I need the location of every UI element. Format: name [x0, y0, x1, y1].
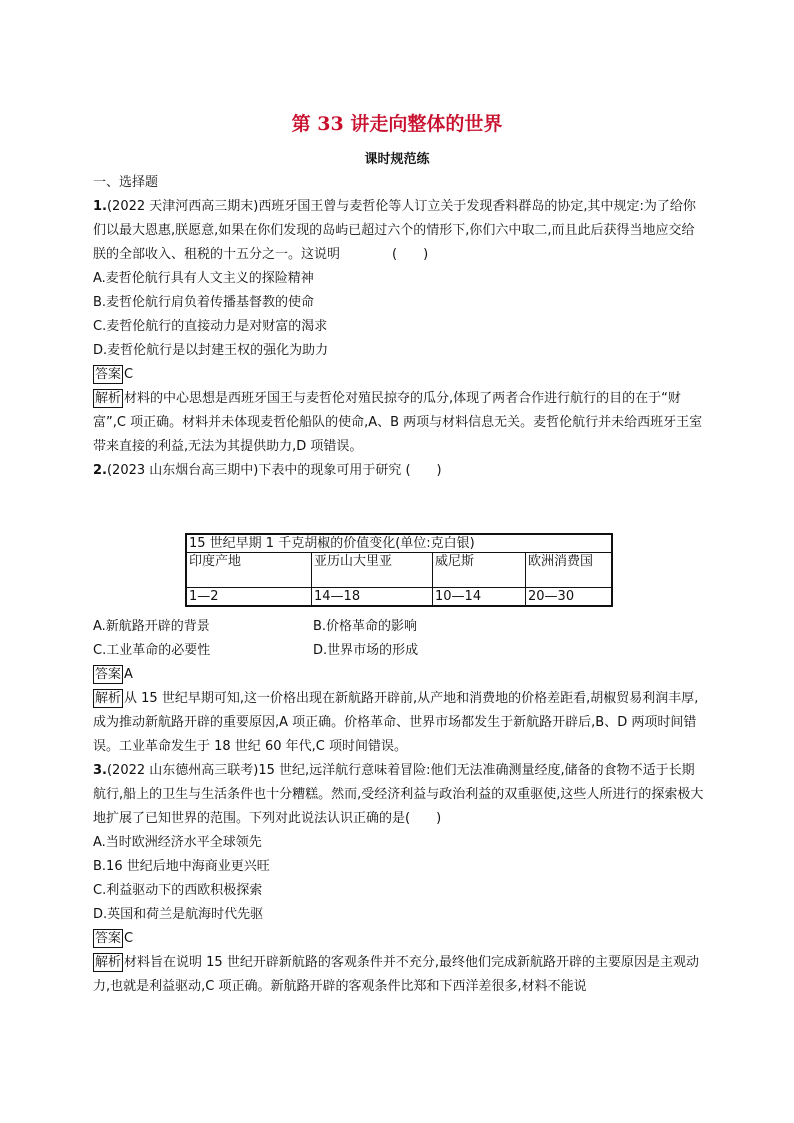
table-cell: 1—2 — [186, 588, 312, 607]
page-title: 第 33 讲走向整体的世界 — [291, 113, 503, 135]
question-text: (2022 山东德州高三联考)15 世纪,远洋航行意味着冒险:他们无法准确测量经度,储备的食物不适于长期航行,船上的卫生与生活条件也十分糟糕。然而,受经济利益与政治利益的双重驱使,这些人所进行的探索极大地扩展了已知世界的范围。下列对此说法认识正确的是( ) — [93, 763, 704, 826]
table-caption-row — [186, 534, 612, 553]
table-cell: 10—14 — [433, 588, 526, 607]
q3-option-d: D.英国和荷兰是航海时代先驱 — [93, 907, 264, 922]
q3-answer — [93, 927, 705, 951]
question-1-stem — [93, 195, 705, 267]
q1-option-a: A.麦哲伦航行具有人文主义的探险精神 — [93, 271, 314, 286]
analysis-tag: 解析 — [95, 955, 122, 970]
q2-option-d: D.世界市场的形成 — [313, 643, 419, 658]
answer-value: C — [124, 931, 134, 946]
table-row — [186, 588, 612, 607]
analysis-text: 从 15 世纪早期可知,这一价格出现在新航路开辟前,从产地和消费地的价格差距看,胡椒贸易利润丰厚,成为推动新航路开辟的重要原因,A 项正确。价格革命、世界市场都发生于新航路开辟后,B、D 两项时间错误。工业革命发生于 18 世纪 60 年代,C 项时间错误。 — [93, 691, 699, 754]
question-number: 1. — [93, 199, 107, 214]
table-header-cell: 亚历山大里亚 — [312, 553, 433, 588]
table-cell: 20—30 — [526, 588, 613, 607]
content — [93, 171, 705, 999]
table-caption: 15 世纪早期 1 千克胡椒的价值变化(单位:克白银) — [186, 534, 612, 553]
q3-analysis — [93, 951, 705, 999]
q2-options-row-2 — [93, 639, 705, 663]
analysis-text: 材料旨在说明 15 世纪开辟新航路的客观条件并不充分,最终他们完成新航路开辟的主要原因是主观动力,也就是利益驱动,C 项正确。新航路开辟的客观条件比郑和下西洋差很多,材料不能说 — [93, 955, 699, 994]
question-3-stem — [93, 759, 705, 831]
page-subtitle: 课时规范练 — [364, 152, 430, 167]
q2-option-a: A.新航路开辟的背景 — [93, 619, 210, 634]
table-header-row — [186, 553, 612, 588]
q2-analysis — [93, 687, 705, 759]
spacer — [93, 483, 705, 531]
q2-option-b: B.价格革命的影响 — [313, 619, 418, 634]
analysis-tag: 解析 — [95, 691, 122, 706]
analysis-text: 材料的中心思想是西班牙国王与麦哲伦对殖民掠夺的瓜分,体现了两者合作进行航行的目的在于“财富”,C 项正确。材料并未体现麦哲伦船队的使命,A、B 两项与材料信息无关。麦哲伦航行并未给西班牙王室带来直接的利益,无法为其提供助力,D 项错误。 — [93, 391, 703, 454]
q2-option-c: C.工业革命的必要性 — [93, 643, 211, 658]
table-header-cell: 威尼斯 — [433, 553, 526, 588]
q1-option-c: C.麦哲伦航行的直接动力是对财富的渴求 — [93, 319, 328, 334]
analysis-tag: 解析 — [95, 391, 122, 406]
question-2-stem — [93, 459, 705, 483]
price-table — [185, 533, 613, 607]
section-heading: 一、选择题 — [93, 175, 159, 190]
q2-options-row-1 — [93, 615, 705, 639]
answer-value: A — [124, 667, 133, 682]
q1-option-b: B.麦哲伦航行肩负着传播基督教的使命 — [93, 295, 315, 310]
answer-tag: 答案 — [95, 667, 122, 682]
q1-answer — [93, 363, 705, 387]
answer-tag: 答案 — [95, 931, 122, 946]
table-cell: 14—18 — [312, 588, 433, 607]
question-number: 2. — [93, 463, 107, 478]
q3-option-c: C.利益驱动下的西欧积极探索 — [93, 883, 263, 898]
answer-tag: 答案 — [95, 367, 122, 382]
q1-option-d: D.麦哲伦航行是以封建王权的强化为助力 — [93, 343, 329, 358]
q1-analysis — [93, 387, 705, 459]
question-text: (2023 山东烟台高三期中)下表中的现象可用于研究 ( ) — [106, 463, 442, 478]
question-text: (2022 天津河西高三期末)西班牙国王曾与麦哲伦等人订立关于发现香料群岛的协定,其中规定:为了给你们以最大恩惠,朕愿意,如果在你们发现的岛屿已超过六个的情形下,你们六中取二,而且此后获得当地应交给朕的全部收入、租税的十五分之一。这说明 ( ) — [93, 199, 696, 262]
answer-value: C — [124, 367, 134, 382]
table-header-cell: 印度产地 — [186, 553, 312, 588]
q2-answer — [93, 663, 705, 687]
table-header-cell: 欧洲消费国 — [526, 553, 613, 588]
q3-option-a: A.当时欧洲经济水平全球领先 — [93, 835, 262, 850]
question-number: 3. — [93, 763, 107, 778]
q3-option-b: B.16 世纪后地中海商业更兴旺 — [93, 859, 270, 874]
